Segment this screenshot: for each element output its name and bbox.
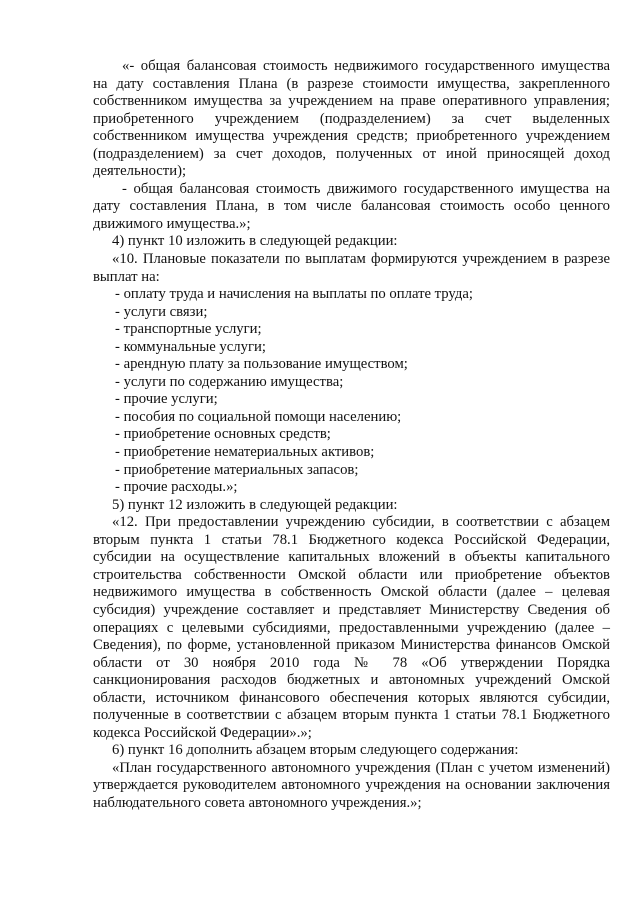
paragraph: - общая балансовая стоимость движимого государственного имущества на дату составления Плана, в том числе балансовая стоимость особо ценного движимого имущества.»; <box>93 180 610 232</box>
list-item: - коммунальные услуги; <box>115 338 266 355</box>
list-item: - прочие услуги; <box>115 391 218 408</box>
paragraph: «10. Плановые показатели по выплатам формируются учреждением в разрезе выплат на: <box>93 251 610 285</box>
paragraph: «План государственного автономного учреждения (План с учетом изменений) утверждается руководителем автономного учреждения на основании заключения наблюдательного совета автономного учреждения.»; <box>93 759 610 811</box>
list-item: - услуги по содержанию имущества; <box>115 373 344 390</box>
paragraph: «- общая балансовая стоимость недвижимого государственного имущества на дату составления Плана (в разрезе стоимости имущества, закрепленного собственником имущества за учреждением на праве оперативного управления; приобретенного учреждением (подразделением) за счет выделенных собственником имущества учреждения средств; приобретенного учреждением (подразделением) за счет доходов, полученных от иной приносящей доход деятельности); <box>93 58 610 180</box>
list-item: - прочие расходы.»; <box>115 479 238 496</box>
list-item: - приобретение основных средств; <box>115 426 331 443</box>
list-item: - пособия по социальной помощи населению; <box>115 408 402 425</box>
list-item: - арендную плату за пользование имуществом; <box>115 356 408 373</box>
list-item: - услуги связи; <box>115 303 208 320</box>
section-heading: 5) пункт 12 изложить в следующей редакции: <box>112 496 398 513</box>
list-item: - оплату труда и начисления на выплаты по оплате труда; <box>115 286 473 303</box>
section-heading: 6) пункт 16 дополнить абзацем вторым следующего содержания: <box>112 742 519 759</box>
section-heading: 4) пункт 10 изложить в следующей редакции: <box>112 233 398 250</box>
paragraph: «12. При предоставлении учреждению субсидии, в соответствии с абзацем вторым пункта 1 статьи 78.1 Бюджетного кодекса Российской Федерации, субсидии на осуществление капитальных вложений в объекты капитального строительства собственности Омской области или приобретение объектов недвижимого имущества в собственность Омской области (далее – целевая субсидия) учреждение составляет и представляет Министерству Сведения об операциях с целевыми субсидиями, предоставленными учреждению (далее – Сведения), по форме, установленной приказом Министерства финансов Омской области от 30 ноября 2010 года № 78 «Об утверждении Порядка санкционирования расходов бюджетных и автономных учреждений Омской области, источником финансового обеспечения которых являются субсидии, полученные в соответствии с абзацем вторым пункта 1 статьи 78.1 Бюджетного кодекса Российской Федерации».»; <box>93 514 610 741</box>
list-item: - транспортные услуги; <box>115 321 262 338</box>
list-item: - приобретение нематериальных активов; <box>115 444 375 461</box>
list-item: - приобретение материальных запасов; <box>115 461 359 478</box>
